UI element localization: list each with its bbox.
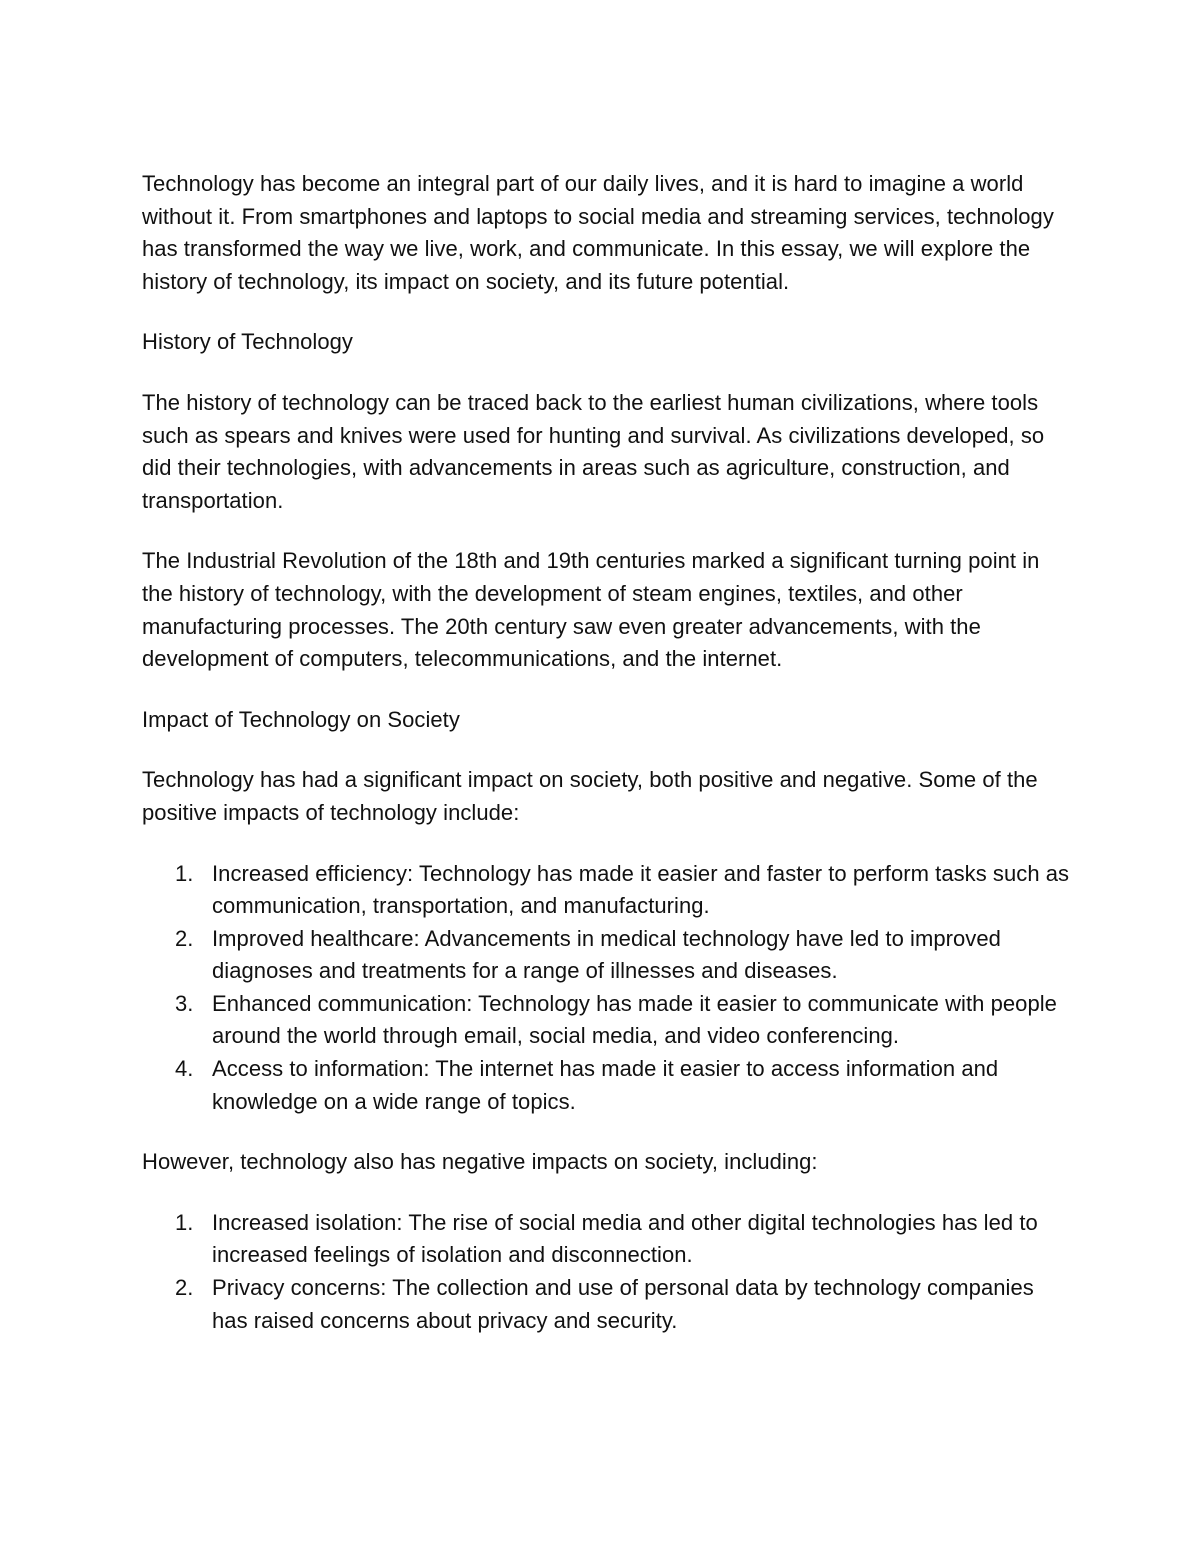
history-paragraph-1: The history of technology can be traced back to the earliest human civilizations, where tools such as spears and knives were used for hunting and survival. As civilizations developed, so did their technologies, with advancements in areas such as agriculture, construction, and transportation. [142,389,1045,513]
list-item [142,1207,1072,1272]
list-number: 2. [175,1275,194,1301]
list-item [142,988,1072,1053]
impact-paragraph: Technology has had a significant impact on society, both positive and negative. Some of the positive impacts of technology include: [142,767,1038,825]
positive-impacts-list [142,858,1072,1119]
list-item [142,1053,1072,1118]
negative-intro-paragraph: However, technology also has negative impacts on society, including: [142,1149,818,1175]
list-item-text: Privacy concerns: The collection and use of personal data by technology companies has raised concerns about privacy and security. [212,1275,1034,1333]
list-item [142,923,1072,988]
list-item-text: Improved healthcare: Advancements in medical technology have led to improved diagnoses and treatments for a range of illnesses and diseases. [212,925,1001,984]
list-item-text: Increased efficiency: Technology has made it easier and faster to perform tasks such as communication, transportation, and manufacturing. [212,860,1070,919]
history-paragraph-2: The Industrial Revolution of the 18th and 19th centuries marked a significant turning point in the history of technology, with the development of steam engines, textiles, and other manufacturing processes. The 20th century saw even greater advancements, with the development of computers, telecommunications, and the internet. [142,548,1040,672]
document-body [142,168,1072,1365]
list-item [142,858,1072,923]
negative-impacts-list [142,1207,1072,1337]
section-heading-history: History of Technology [142,329,353,355]
list-item [142,1272,1072,1337]
intro-paragraph: Technology has become an integral part of our daily lives, and it is hard to imagine a world without it. From smartphones and laptops to social media and streaming services, technology has transformed the way we live, work, and communicate. In this essay, we will explore the history of technology, its impact on society, and its future potential. [142,171,1054,294]
list-number: 2. [175,925,194,951]
list-number: 3. [175,990,194,1016]
section-heading-impact: Impact of Technology on Society [142,706,460,732]
list-number: 1. [175,860,194,886]
list-number: 1. [175,1209,194,1235]
list-number: 4. [175,1056,194,1082]
list-item-text: Increased isolation: The rise of social media and other digital technologies has led to increased feelings of isolation and disconnection. [212,1209,1038,1268]
list-item-text: Access to information: The internet has made it easier to access information and knowledge on a wide range of topics. [212,1056,999,1114]
list-item-text: Enhanced communication: Technology has made it easier to communicate with people around the world through email, social media, and video conferencing. [212,990,1057,1049]
